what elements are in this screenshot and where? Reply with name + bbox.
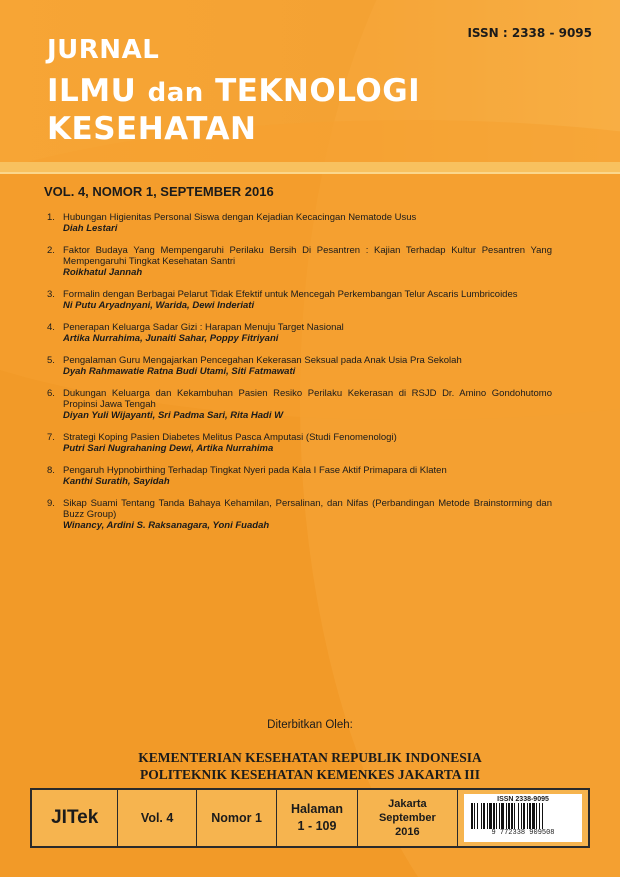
toc-item-body	[63, 498, 552, 531]
article-authors: Diyan Yuli Wijayanti, Sri Padma Sari, Rita Hadi W	[63, 410, 284, 421]
article-title: Dukungan Keluarga dan Kekambuhan Pasien Resiko Perilaku Kekerasan di RSJD Dr. Amino Gondohutomo Propinsi Jawa Tengah	[63, 388, 552, 410]
article-title: Penerapan Keluarga Sadar Gizi : Harapan Menuju Target Nasional	[63, 322, 344, 333]
title-word-dan: dan	[147, 78, 204, 108]
toc-item-body	[63, 289, 552, 311]
article-title: Pengaruh Hypnobirthing Terhadap Tingkat Nyeri pada Kala I Fase Aktif Primapara di Klaten	[63, 465, 447, 476]
toc-item-number: 7.	[47, 432, 55, 443]
toc-item-body	[63, 388, 552, 421]
halaman-range: 1 - 109	[297, 819, 337, 833]
publisher-label: Diterbitkan Oleh:	[267, 719, 353, 731]
article-authors: Roikhatul Jannah	[63, 267, 143, 278]
article-title: Faktor Budaya Yang Mempengaruhi Perilaku Bersih Di Pesantren : Kajian Terhadap Kultur Pesantren Yang Mempengaruhi Tingkat Kesehatan Santri	[63, 245, 552, 267]
toc-item-number: 1.	[47, 212, 55, 223]
toc-item	[47, 212, 552, 234]
journal-title-line3: KESEHATAN	[47, 111, 257, 147]
article-authors: Winancy, Ardini S. Raksanagara, Yoni Fuadah	[63, 520, 270, 531]
volume-line: VOL. 4, NOMOR 1, SEPTEMBER 2016	[44, 184, 274, 199]
toc-item	[47, 388, 552, 421]
article-authors: Dyah Rahmawatie Ratna Budi Utami, Siti Fatmawati	[63, 366, 296, 377]
toc-item-number: 9.	[47, 498, 55, 509]
article-title: Strategi Koping Pasien Diabetes Melitus Pasca Amputasi (Studi Fenomenologi)	[63, 432, 397, 443]
toc-item-number: 3.	[47, 289, 55, 300]
article-authors: Kanthi Suratih, Sayidah	[63, 476, 170, 487]
table-of-contents	[47, 212, 552, 542]
article-title: Pengalaman Guru Mengajarkan Pencegahan Kekerasan Seksual pada Anak Usia Pra Sekolah	[63, 355, 462, 366]
title-word-ilmu: ILMU	[47, 73, 148, 109]
toc-item	[47, 432, 552, 454]
nomor-cell: Nomor 1	[197, 790, 277, 846]
article-authors: Ni Putu Aryadnyani, Warida, Dewi Inderiati	[63, 300, 255, 311]
volume-cell: Vol. 4	[118, 790, 196, 846]
barcode-issn: ISSN 2338-9095	[497, 796, 549, 803]
toc-item	[47, 465, 552, 487]
barcode-bars-icon	[469, 803, 577, 829]
toc-item-body	[63, 432, 552, 454]
date-cell	[358, 790, 458, 846]
toc-item-number: 4.	[47, 322, 55, 333]
info-strip	[30, 788, 590, 848]
halaman-label: Halaman	[290, 802, 344, 816]
header-band	[0, 162, 620, 172]
barcode	[464, 794, 582, 842]
halaman-cell	[277, 790, 357, 846]
toc-item-body	[63, 465, 552, 487]
month: September	[378, 812, 436, 824]
toc-item-body	[63, 355, 552, 377]
year: 2016	[395, 826, 420, 838]
article-authors: Diah Lestari	[63, 223, 118, 234]
journal-title-line2	[47, 73, 420, 109]
barcode-cell	[458, 790, 588, 846]
article-title: Formalin dengan Berbagai Pelarut Tidak Efektif untuk Mencegah Perkembangan Telur Ascaris Lumbricoides	[63, 289, 518, 300]
toc-item	[47, 245, 552, 278]
title-word-teknologi: TEKNOLOGI	[203, 73, 421, 109]
publisher-line1: KEMENTERIAN KESEHATAN REPUBLIK INDONESIA	[138, 750, 482, 765]
toc-item	[47, 498, 552, 531]
header-band-line	[0, 172, 620, 174]
toc-item	[47, 289, 552, 311]
toc-item	[47, 355, 552, 377]
toc-item-body	[63, 245, 552, 278]
city: Jakarta	[388, 798, 427, 810]
toc-item-body	[63, 212, 552, 234]
toc-item-number: 5.	[47, 355, 55, 366]
journal-abbreviation: JITek	[32, 790, 118, 846]
toc-item-number: 6.	[47, 388, 55, 399]
article-title: Sikap Suami Tentang Tanda Bahaya Kehamilan, Persalinan, dan Nifas (Perbandingan Metode Brainstorming dan Buzz Group)	[63, 498, 552, 520]
toc-item-number: 2.	[47, 245, 55, 256]
issn: ISSN : 2338 - 9095	[467, 26, 592, 40]
toc-item-body	[63, 322, 552, 344]
toc-item-number: 8.	[47, 465, 55, 476]
journal-title-line1: JURNAL	[47, 35, 160, 65]
publisher-line2: POLITEKNIK KESEHATAN KEMENKES JAKARTA III	[139, 767, 481, 782]
toc-item	[47, 322, 552, 344]
article-authors: Putri Sari Nugrahaning Dewi, Artika Nurrahima	[63, 443, 274, 454]
article-authors: Artika Nurrahima, Junaiti Sahar, Poppy Fitriyani	[63, 333, 279, 344]
article-title: Hubungan Higienitas Personal Siswa dengan Kejadian Kecacingan Nematode Usus	[63, 212, 417, 223]
barcode-number: 9 772338 909508	[491, 829, 555, 837]
